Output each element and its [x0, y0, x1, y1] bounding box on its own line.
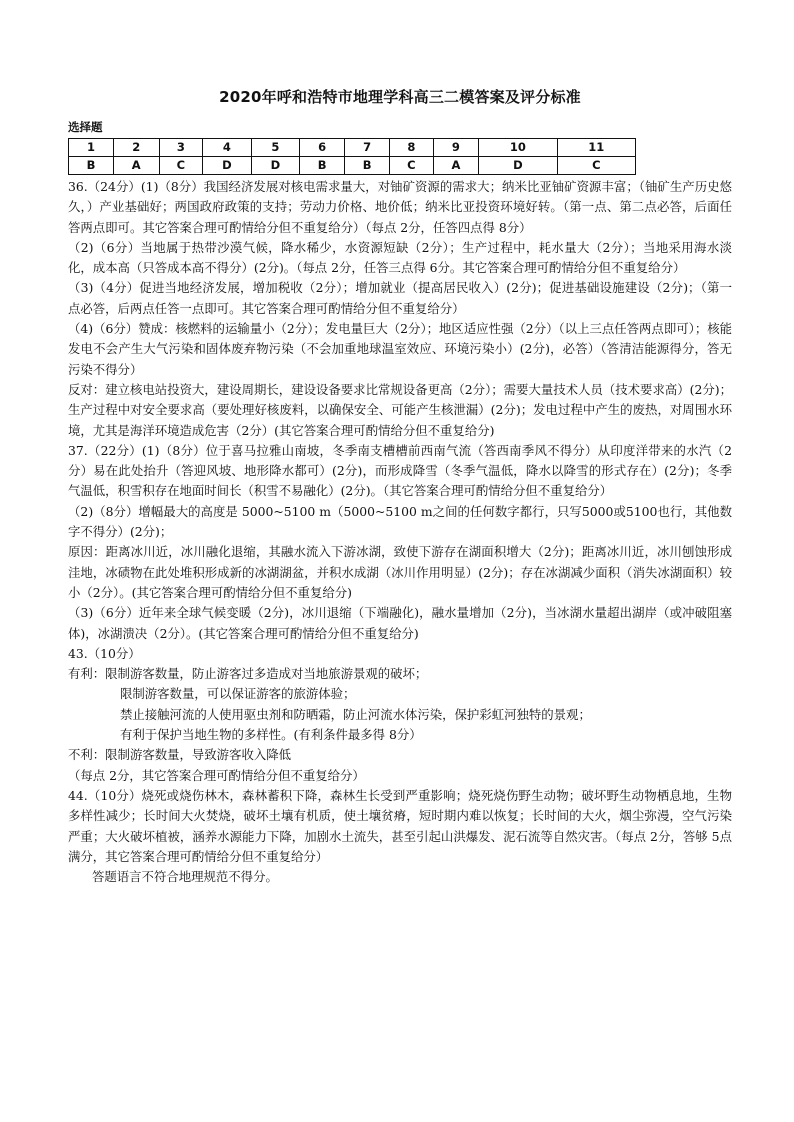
answer-cell: A	[113, 157, 159, 175]
q44-answer: 44.（10分）烧死或烧伤林木，森林蓄积下降，森林生长受到严重影响；烧死烧伤野生动物；破坏野生动物栖息地，生物多样性减少；长时间大火焚烧，破坏土壤有机质，使土壤贫瘠，短时期内难以恢复；长时间的大火，烟尘弥漫，空气污染严重；大火破坏植被，涵养水源能力下降，加剧水土流失，甚至引起山洪爆发、泥石流等自然灾害。（每点 2分，答够 5点满分，其它答案合理可酌情给分但不重复给分）	[68, 787, 732, 864]
question-number: 6	[300, 139, 345, 157]
answer-cell: B	[69, 157, 114, 175]
unfavorable-label: 不利：	[68, 747, 106, 763]
answer-cell: C	[557, 157, 635, 175]
answer-sheet	[68, 86, 732, 887]
q43-unfavorable: 不利：限制游客数量，导致游客收入降低	[68, 747, 292, 763]
question-number: 4	[203, 139, 252, 157]
answer-content	[68, 177, 732, 887]
question-number: 10	[479, 139, 557, 157]
q43-favorable-2: 限制游客数量，可以保证游客的旅游体验；	[120, 686, 356, 702]
q43-favorable-4: 有利于保护当地生物的多样性。(有利条件最多得 8分）	[120, 727, 422, 743]
answer-cell: D	[203, 157, 252, 175]
q36-part4-oppose: 反对：建立核电站投资大，建设周期长，建设设备要求比常规设备更高（2分）；需要大量技术人员（技术要求高）(2分)；生产过程中对安全要求高（要处理好核废料，以确保安全、可能产生核泄漏）(2分)；发电过程中产生的废热，对周围水环境，尤其是海洋环境造成危害（2分）(其它答案合理可酌情给分但不重复给分)	[68, 381, 732, 438]
q37-part2: （2)（8分）增幅最大的高度是 5000~5100 m（5000~5100 m之间的任何数字都行，只写5000或5100也行，其他数字不得分）(2分)；	[68, 503, 732, 540]
favorable-label: 有利：	[68, 666, 106, 682]
question-number: 2	[113, 139, 159, 157]
page-title: 2020年呼和浩特市地理学科高三二模答案及评分标准	[219, 88, 581, 106]
answer-cell: C	[390, 157, 434, 175]
question-number: 9	[433, 139, 479, 157]
question-number: 11	[557, 139, 635, 157]
question-number: 1	[69, 139, 114, 157]
q43-favorable-3: 禁止接触河流的人使用驱虫剂和防晒霜，防止河流水体污染，保护彩虹河独特的景观；	[120, 706, 591, 722]
closing-note: 答题语言不符合地理规范不得分。	[92, 869, 278, 885]
answer-cell: C	[159, 157, 203, 175]
choice-answer-table	[68, 138, 636, 175]
answer-cell: D	[251, 157, 300, 175]
choice-section-label: 选择题	[68, 120, 103, 134]
q37-part1: 37.（22分）(1)（8分）位于喜马拉雅山南坡，冬季南支槽槽前西南气流（答西南季风不得分）从印度洋带来的水汽（2分）易在此处抬升（答迎风坡、地形降水都可）(2分)，而形成降雪（冬季气温低，降水以降雪的形式存在）(2分)；冬季气温低，积雪积存在地面时间长（积雪不易融化）(2分)。（其它答案合理可酌情给分但不重复给分）	[68, 442, 732, 499]
q36-part2: （2)（6分）当地属于热带沙漠气候，降水稀少，水资源短缺（2分）；生产过程中，耗水量大（2分）；当地采用海水淡化，成本高（只答成本高不得分）(2分)。（每点 2分，任答三点得 6分。其它答案合理可酌情给分但不重复给分）	[68, 239, 732, 276]
question-number: 8	[390, 139, 434, 157]
question-number: 7	[345, 139, 390, 157]
answer-cell: B	[345, 157, 390, 175]
q37-part3: （3)（6分）近年来全球气候变暖（2分)，冰川退缩（下端融化)，融水量增加（2分)，当冰湖水量超出湖岸（或冲破阻塞体)，冰湖溃决（2分）。(其它答案合理可酌情给分但不重复给分)	[68, 605, 732, 641]
question-number: 3	[159, 139, 203, 157]
answer-cell: A	[433, 157, 479, 175]
table-row-answers	[69, 157, 636, 175]
q36-part4-support: （4)（6分）赞成：核燃料的运输量小（2分）；发电量巨大（2分）；地区适应性强（2分）（以上三点任答两点即可）；核能发电不会产生大气污染和固体废弃物污染（不会加重地球温室效应、环境污染小）(2分)，必答）（答清洁能源得分，答无污染不得分）	[68, 321, 732, 377]
answer-cell: D	[479, 157, 557, 175]
q36-part3: （3)（4分）促进当地经济发展，增加税收（2分）；增加就业（提高居民收入）(2分)；促进基础设施建设（2分)；（第一点必答，后两点任答一点即可。其它答案合理可酌情给分但不重复给分）	[68, 280, 732, 316]
q37-part2-reason: 原因：距离冰川近，冰川融化退缩，其融水流入下游冰湖，致使下游存在湖面积增大（2分)；距离冰川近，冰川刨蚀形成洼地，冰碛物在此处堆积形成新的冰湖湖盆，并积水成湖（冰川作用明显）(2分)；存在冰湖减少面积（消失冰湖面积）较小（2分）。(其它答案合理可酌情给分但不重复给分)	[68, 544, 732, 600]
q43-favorable-1: 有利：限制游客数量，防止游客过多造成对当地旅游景观的破坏；	[68, 666, 428, 682]
q36-part1: 36.（24分）(1)（8分）我国经济发展对核电需求量大，对铀矿资源的需求大；纳米比亚铀矿资源丰富；（铀矿生产历史悠久，）产业基础好；两国政府政策的支持；劳动力价格、地价低；纳米比亚投资环境好转。（第一点、第二点必答，后面任答两点即可。其它答案合理可酌情给分但不重复给分）（每点 2分，任答四点得 8分）	[68, 179, 732, 235]
table-row-numbers	[69, 139, 636, 157]
q43-header: 43.（10分）	[68, 645, 141, 661]
question-number: 5	[251, 139, 300, 157]
q43-note: （每点 2分，其它答案合理可酌情给分但不重复给分）	[68, 767, 365, 783]
answer-cell: B	[300, 157, 345, 175]
